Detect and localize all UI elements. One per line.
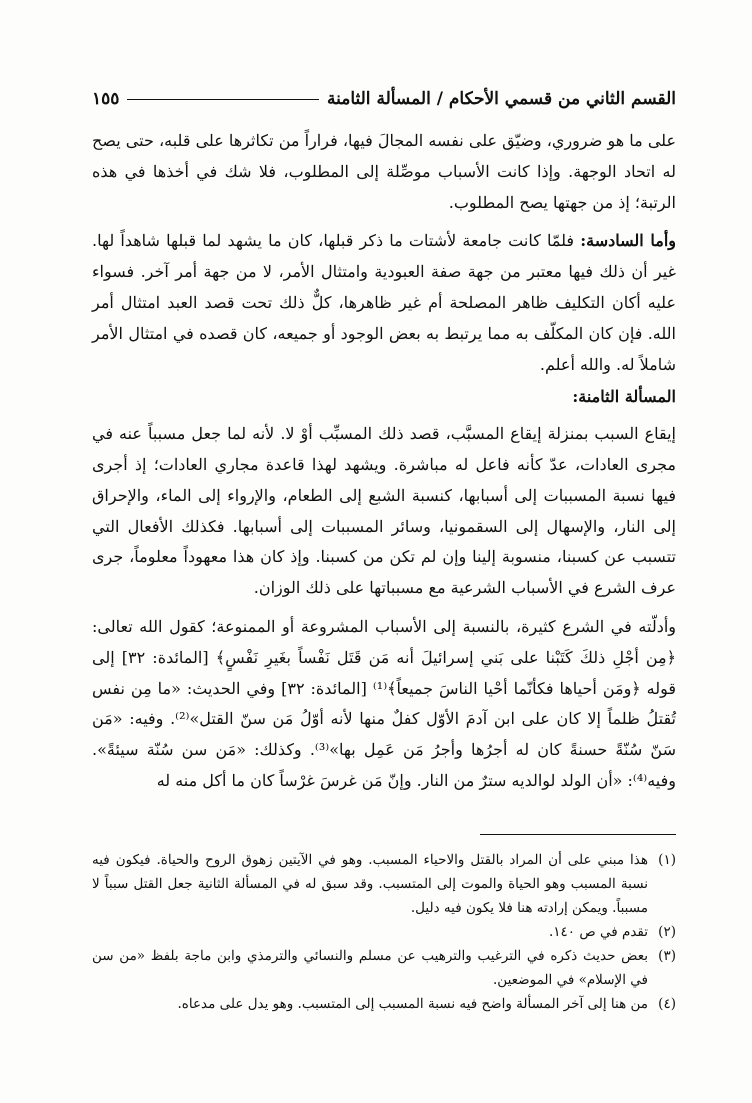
footnote-text: تقدم في ص ١٤٠. xyxy=(549,924,648,940)
paragraph-sixth-lead: وأما السادسة: xyxy=(580,231,677,251)
header-title: القسم الثاني من قسمي الأحكام / المسألة الثامنة xyxy=(326,89,676,109)
running-header xyxy=(92,84,676,114)
footnote-number: (٤) xyxy=(658,996,676,1012)
footnotes xyxy=(92,848,676,1016)
footnote xyxy=(92,944,676,992)
footnote-number: (٢) xyxy=(658,924,676,940)
footnote-text: هذا مبني على أن المراد بالقتل والاحياء المسبب. وهو في الآيتين زهوق الروح والحياة. فيكون فيه نسبة المسبب وهو الحياة والموت إلى المتسبب. وقد سبق له في المسألة الثانية جعل القتل سبباً لا مسبباً. ويمكن إرادته هنا فلا يكون فيه دليل. xyxy=(92,852,648,916)
footnote-number: (٣) xyxy=(658,948,676,964)
footnote-text: بعض حديث ذكره في الترغيب والترهيب عن مسلم والنسائي والترمذي وابن ماجة بلفظ «من سن في الإسلام» في الموضعين. xyxy=(92,948,648,988)
page-number: ١٥٥ xyxy=(92,89,120,109)
paragraph-intro xyxy=(92,126,676,218)
paragraph-intro-text: على ما هو ضروري، وضيّق على نفسه المجالَ فيها، فراراً من تكاثرها على قلبه، حتى يصح له اتحاد الوجهة. وإذا كانت الأسباب موصِّلة إلى المطلوب، فلا شك في أخذها في هذه الرتبة؛ إذ من جهتها يصح المطلوب. xyxy=(92,131,676,212)
footnote xyxy=(92,920,676,944)
section-heading: المسألة الثامنة: xyxy=(572,387,676,407)
footnote xyxy=(92,848,676,920)
footnote-number: (١) xyxy=(658,852,676,868)
footnote-text: من هنا إلى آخر المسألة واضح فيه نسبة المسبب إلى المتسبب. وهو يدل على مدعاه. xyxy=(177,996,648,1012)
footnote xyxy=(92,992,676,1016)
paragraph-sixth xyxy=(92,226,676,380)
paragraph-sixth-text: فلمّا كانت جامعة لأشتات ما ذكر قبلها، كان ما يشهد لما قبلها شاهداً لها. غير أن ذلك فيها معتبر من جهة صفة العبودية وامتثال الأمر، لا من جهة أمر آخر. فسواء عليه أكان التكليف ظاهر المصلحة أم غير ظاهرها، كلٌّ ذلك تحت قصد العبد امتثال أمر الله. فإن كان المكلّف به مما يرتبط به بعض الوجود أو جميعه، كان قصده في امتثال الأمر شاملاً له. والله أعلم. xyxy=(92,231,676,374)
section-paragraph: وأدلّته في الشرع كثيرة، بالنسبة إلى الأسباب المشروعة أو الممنوعة؛ كقول الله تعالى: ﴿مِن أجْلِ ذلكَ كَتَبْنا على بَني إسرائيلَ أنه مَن قَتَل نَفْساً بغَيرِ نَفْسٍ﴾ [المائدة: ٣٢] إلى قوله ﴿ومَن أحياها فكأنّما أحْيا الناسَ جميعاً﴾⁽¹⁾ [المائدة: ٣٢] وفي الحديث: «ما مِن نفس تُقتلُ ظلماً إلا كان على ابن آدمَ الأوّل كفلٌ منها لأنه أوّلُ مَن سنّ القتل»⁽²⁾. وفيه: «مَن سَنّ سُنّةً حسنةً كان له أجرُها وأجرُ مَن عَمِل بها»⁽³⁾. وكذلك: «مَن سن سُنّة سيئةً». وفيه⁽⁴⁾: «أن الولد لوالديه سترٌ من النار. وإنّ مَن غرسَ غرْساً كان ما أكل منه له xyxy=(92,616,677,790)
header-rule xyxy=(127,99,319,100)
main-text xyxy=(92,126,676,797)
footnote-separator xyxy=(480,834,676,835)
section-paragraph: إيقاع السبب بمنزلة إيقاع المسبَّب، قصد ذلك المسبِّب أوْ لا. لأنه لما جعل مسبباً عنه في مجرى العادات، عدّ كأنه فاعل له مباشرة. ويشهد لهذا قاعدة مجاري العادات؛ إذ أجرى فيها نسبة المسببات إلى أسبابها، كنسبة الشبع إلى الطعام، والإرواء إلى الماء، والإحراق إلى النار، والإسهال إلى السقمونيا، وسائر المسببات إلى أسبابها. فكذلك الأفعال التي تتسبب عن كسبنا، منسوبة إلينا وإن لم تكن من كسبنا. وإذ كان هذا معهوداً معلوماً، جرى عرف الشرع في الأسباب الشرعية مع مسبباتها على ذلك الوزان. xyxy=(92,424,676,598)
